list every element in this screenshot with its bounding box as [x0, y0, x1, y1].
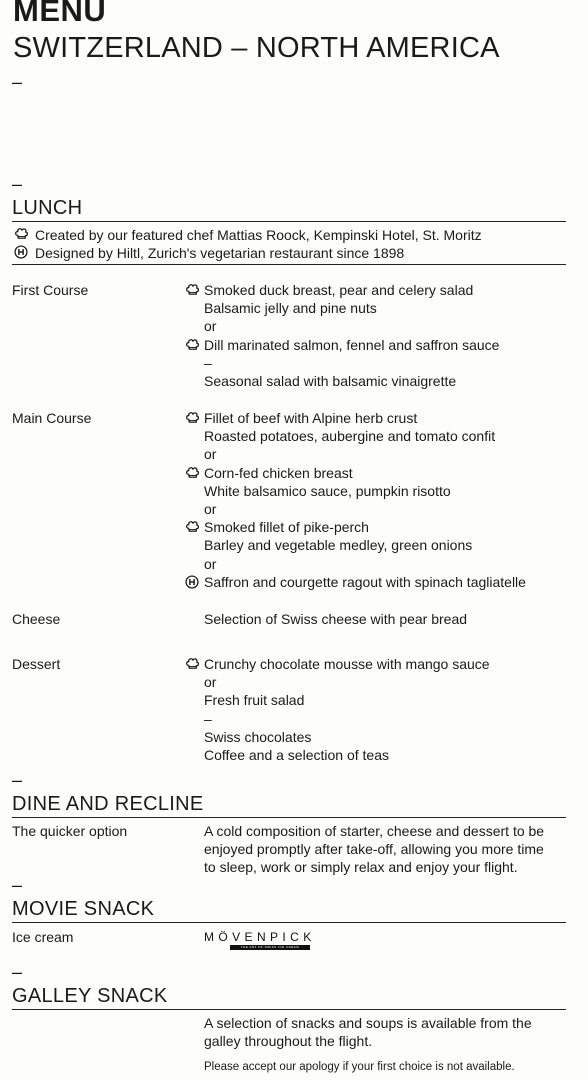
- main-course-items: [204, 409, 526, 591]
- movie-snack-section-title: MOVIE SNACK: [12, 898, 155, 920]
- chef-hat-icon: [185, 519, 200, 534]
- dessert-label: Dessert: [12, 656, 61, 672]
- menu-line: –: [204, 354, 212, 371]
- galley-snack-rule: [12, 1009, 566, 1010]
- menu-line: White balsamico sauce, pumpkin risotto: [204, 482, 451, 499]
- apology-note: Please accept our apology if your first choice is not available.: [204, 1061, 515, 1073]
- movie-snack-dash: –: [12, 875, 23, 895]
- description-line: A cold composition of starter, cheese and dessert to be: [204, 823, 545, 839]
- movenpick-logo-text: MÖVENPICK: [204, 930, 316, 944]
- menu-line: Dill marinated salmon, fennel and saffron sauce: [204, 336, 499, 354]
- chef-hat-icon: [185, 337, 200, 352]
- hiltl-h-icon: [14, 245, 28, 259]
- description-line: enjoyed promptly after take-off, allowing you more time: [204, 841, 544, 858]
- description-line: to sleep, work or simply relax and enjoy your flight.: [204, 859, 518, 876]
- lunch-top-rule: [12, 221, 566, 222]
- cheese-item: Selection of Swiss cheese with pear bread: [204, 611, 468, 627]
- chef-hat-icon: [185, 410, 200, 425]
- hiltl-h-icon: [185, 575, 199, 589]
- lunch-section-title: LUNCH: [12, 197, 83, 219]
- legend-hiltl: [35, 244, 404, 262]
- dessert-items: [204, 655, 490, 764]
- menu-line: Smoked fillet of pike-perch: [204, 518, 526, 536]
- menu-line: or: [204, 318, 217, 335]
- menu-line: Fresh fruit salad: [204, 692, 305, 709]
- dine-recline-section-title: DINE AND RECLINE: [12, 793, 204, 815]
- ice-cream-label: Ice cream: [12, 929, 74, 945]
- menu-line: Corn-fed chicken breast: [204, 464, 526, 482]
- menu-line: Swiss chocolates: [204, 728, 312, 745]
- menu-title: MENU: [13, 0, 107, 28]
- menu-line: or: [204, 555, 217, 572]
- chef-hat-icon: [185, 656, 200, 671]
- cheese-label: Cheese: [12, 611, 61, 627]
- chef-hat-icon: [185, 465, 200, 480]
- menu-line: or: [204, 674, 217, 691]
- lunch-legend-rule: [12, 264, 566, 265]
- menu-line: Fillet of beef with Alpine herb crust: [204, 409, 526, 427]
- chef-hat-icon: [14, 226, 29, 241]
- chef-hat-icon: [185, 282, 200, 297]
- galley-snack-section-title: GALLEY SNACK: [12, 985, 168, 1007]
- legend-chef: [35, 226, 482, 244]
- menu-line: Barley and vegetable medley, green onions: [204, 537, 473, 554]
- first-course-label: First Course: [12, 282, 89, 298]
- legend-hiltl-text: Designed by Hiltl, Zurich's vegetarian restaurant since 1898: [35, 245, 405, 261]
- lunch-dash: –: [12, 174, 23, 194]
- menu-line: Roasted potatoes, aubergine and tomato confit: [204, 428, 496, 445]
- movie-snack-rule: [12, 922, 566, 923]
- movenpick-logo-tagline: THE ART OF SWISS ICE CREAM: [230, 945, 310, 950]
- movenpick-logo: [204, 930, 338, 950]
- galley-snack-description: [204, 1014, 532, 1050]
- menu-line: Crunchy chocolate mousse with mango sauce: [204, 655, 490, 673]
- legend-chef-text: Created by our featured chef Mattias Roock, Kempinski Hotel, St. Moritz: [35, 227, 482, 243]
- menu-line: Saffron and courgette ragout with spinach tagliatelle: [204, 573, 526, 591]
- menu-line: or: [204, 446, 217, 463]
- dine-recline-dash: –: [12, 770, 23, 790]
- galley-snack-dash: –: [12, 962, 23, 982]
- dine-recline-rule: [12, 817, 566, 818]
- quicker-option-label: The quicker option: [12, 823, 128, 839]
- header-dash: –: [12, 72, 23, 92]
- menu-line: –: [204, 710, 212, 727]
- menu-line: Seasonal salad with balsamic vinaigrette: [204, 373, 457, 390]
- menu-line: Balsamic jelly and pine nuts: [204, 300, 377, 317]
- dine-recline-description: [204, 822, 544, 877]
- menu-line: or: [204, 501, 217, 518]
- description-line: galley throughout the flight.: [204, 1033, 373, 1050]
- description-line: A selection of snacks and soups is available from the: [204, 1015, 532, 1031]
- main-course-label: Main Course: [12, 410, 92, 426]
- menu-line: Smoked duck breast, pear and celery salad: [204, 281, 499, 299]
- menu-line: Coffee and a selection of teas: [204, 747, 389, 764]
- route-subtitle: SWITZERLAND – NORTH AMERICA: [13, 32, 500, 64]
- first-course-items: [204, 281, 499, 390]
